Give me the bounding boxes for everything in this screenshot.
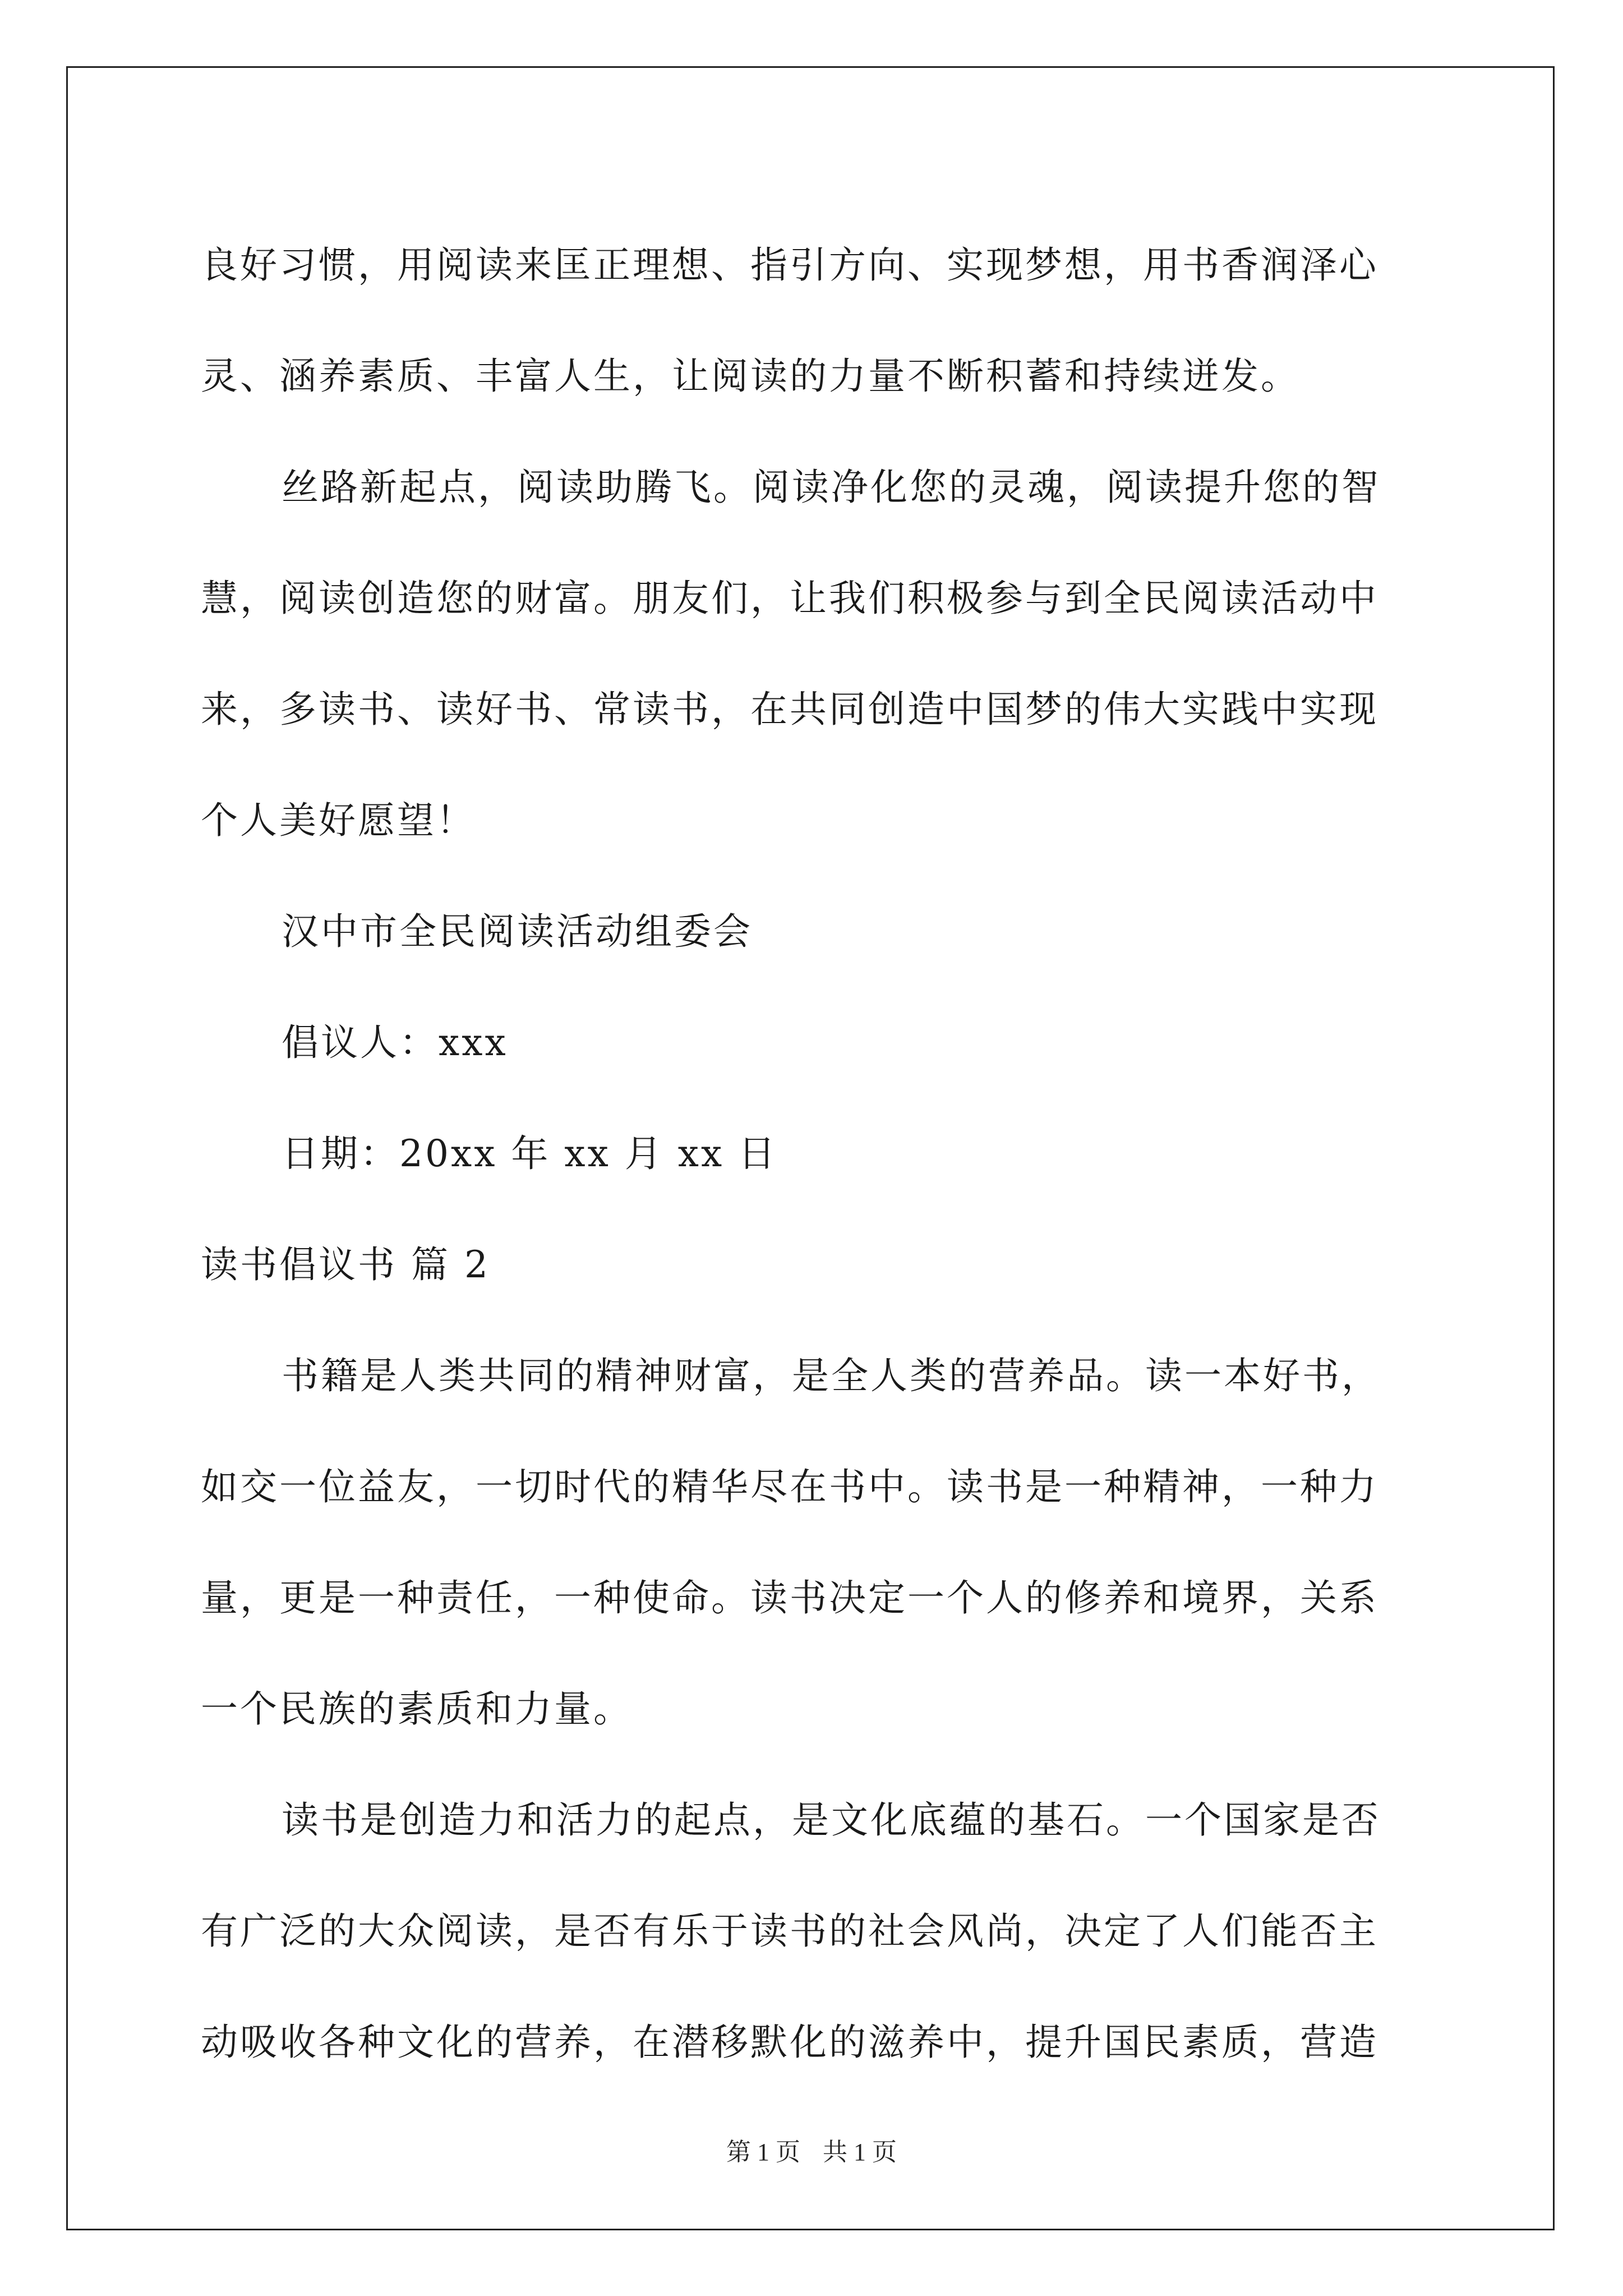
page-footer [0, 2132, 1623, 2168]
paragraph-start-line: 书籍是人类共同的精神财富，是全人类的营养品。读一本好书， [282, 1354, 1381, 1397]
text-line: 有广泛的大众阅读，是否有乐于读书的社会风尚，决定了人们能否主 [201, 1910, 1378, 1953]
text-line: 一个民族的素质和力量。 [201, 1687, 633, 1731]
paragraph-start-line: 读书是创造力和活力的起点，是文化底蕴的基石。一个国家是否 [282, 1798, 1381, 1842]
text-line: 良好习惯，用阅读来匡正理想、指引方向、实现梦想，用书香润泽心 [201, 243, 1378, 287]
text-line: 如交一位益友，一切时代的精华尽在书中。读书是一种精神，一种力 [201, 1465, 1378, 1508]
page-number-current: 第 1 页 [726, 2138, 800, 2166]
text-line: 慧，阅读创造您的财富。朋友们，让我们积极参与到全民阅读活动中 [201, 577, 1378, 620]
document-body [201, 210, 1435, 2098]
section-heading: 读书倡议书 篇 2 [201, 1243, 490, 1286]
signature-date: 日期：20xx 年 xx 月 xx 日 [282, 1132, 778, 1175]
text-line: 量，更是一种责任，一种使命。读书决定一个人的修养和境界，关系 [201, 1576, 1378, 1619]
signature-proposer: 倡议人：xxx [282, 1021, 508, 1064]
text-line: 来，多读书、读好书、常读书，在共同创造中国梦的伟大实践中实现 [201, 688, 1378, 731]
text-line: 动吸收各种文化的营养，在潜移默化的滋养中，提升国民素质，营造 [201, 2021, 1378, 2064]
signature-organization: 汉中市全民阅读活动组委会 [282, 910, 753, 953]
text-line: 个人美好愿望！ [201, 799, 476, 842]
text-line: 灵、涵养素质、丰富人生，让阅读的力量不断积蓄和持续迸发。 [201, 355, 1300, 398]
page-number-total: 共 1 页 [823, 2138, 897, 2166]
paragraph-start-line: 丝路新起点，阅读助腾飞。阅读净化您的灵魂，阅读提升您的智 [282, 466, 1381, 509]
